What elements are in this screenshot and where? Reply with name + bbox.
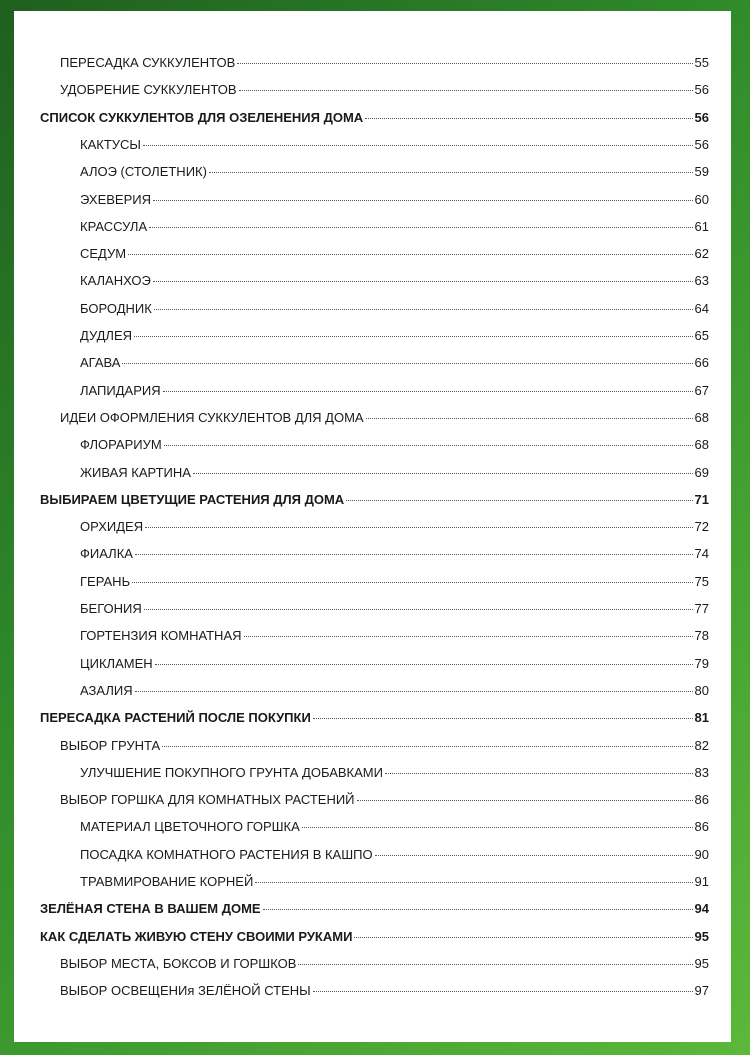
toc-entry[interactable]: [14, 519, 731, 539]
toc-entry[interactable]: [14, 983, 731, 1003]
toc-entry[interactable]: [14, 601, 731, 621]
toc-entry-title: ВЫБОР ОСВЕЩЕНИя ЗЕЛЁНОЙ СТЕНЫ: [60, 983, 311, 999]
toc-entry[interactable]: [14, 328, 731, 348]
dot-leader: [132, 581, 692, 583]
dot-leader: [354, 936, 692, 938]
toc-entry-page-number: 97: [694, 983, 709, 999]
toc-entry-title: ФЛОРАРИУМ: [80, 437, 162, 453]
toc-entry-page-number: 56: [694, 136, 709, 152]
toc-entry-page-number: 83: [694, 764, 709, 780]
toc-entry-title: ДУДЛЕЯ: [80, 328, 133, 343]
toc-entry-page-number: 71: [694, 491, 709, 507]
toc-entry-page-number: 91: [694, 874, 709, 889]
toc-entry-title: КАЛАНХОЭ: [80, 273, 151, 289]
toc-entry-page-number: 94: [694, 901, 709, 917]
toc-entry-page-number: 82: [694, 737, 709, 753]
toc-entry[interactable]: [14, 82, 731, 102]
dot-leader: [145, 526, 692, 528]
toc-entry-title: ПОСАДКА КОМНАТНОГО РАСТЕНИЯ В КАШПО: [80, 846, 373, 862]
toc-entry-title: ЭХЕВЕРИЯ: [80, 191, 151, 207]
toc-entry-page-number: 75: [694, 573, 709, 589]
toc-entry-page-number: 66: [694, 355, 709, 371]
toc-entry-title: УДОБРЕНИЕ СУККУЛЕНТОВ: [60, 82, 237, 98]
toc-entry-page-number: 62: [694, 246, 709, 262]
toc-entry-title: ЦИКЛАМЕН: [80, 655, 153, 671]
toc-entry-title: ВЫБОР ГРУНТА: [60, 737, 161, 753]
toc-entry-title: ОРХИДЕЯ: [80, 519, 144, 535]
toc-entry[interactable]: [14, 929, 731, 949]
toc-entry[interactable]: [14, 710, 731, 730]
dot-leader: [298, 963, 692, 965]
toc-entry[interactable]: [14, 164, 731, 184]
toc-entry-title: КАК СДЕЛАТЬ ЖИВУЮ СТЕНУ СВОИМИ РУКАМИ: [40, 928, 353, 944]
toc-entry[interactable]: [14, 465, 731, 485]
toc-entry-title: УЛУЧШЕНИЕ ПОКУПНОГО ГРУНТА ДОБАВКАМИ: [80, 764, 383, 780]
dot-leader: [153, 199, 693, 201]
dot-leader: [135, 553, 693, 555]
dot-leader: [135, 690, 693, 692]
dot-leader: [346, 499, 692, 501]
toc-entry-page-number: 78: [694, 628, 709, 644]
toc-entry[interactable]: [14, 301, 731, 321]
dot-leader: [375, 854, 693, 856]
toc-entry-title: СЕДУМ: [80, 246, 127, 262]
toc-entry-page-number: 64: [694, 300, 709, 316]
toc-entry[interactable]: [14, 765, 731, 785]
toc-entry[interactable]: [14, 55, 731, 75]
toc-entry-page-number: 77: [694, 601, 709, 616]
document-page: [14, 11, 731, 1042]
toc-entry[interactable]: [14, 273, 731, 293]
toc-entry-page-number: 68: [694, 437, 709, 453]
toc-entry-title: ПЕРЕСАДКА СУККУЛЕНТОВ: [60, 55, 236, 70]
toc-entry-page-number: 81: [694, 710, 709, 726]
toc-entry-title: АЗАЛИЯ: [80, 682, 133, 698]
toc-entry[interactable]: [14, 492, 731, 512]
dot-leader: [155, 663, 693, 665]
toc-entry[interactable]: [14, 355, 731, 375]
dot-leader: [134, 335, 693, 337]
dot-leader: [237, 62, 692, 64]
toc-entry-title: ГОРТЕНЗИЯ КОМНАТНАЯ: [80, 628, 242, 644]
dot-leader: [239, 89, 693, 91]
toc-entry-page-number: 65: [694, 328, 709, 343]
toc-entry-title: АЛОЭ (СТОЛЕТНИК): [80, 164, 207, 180]
toc-entry-page-number: 80: [694, 682, 709, 698]
toc-entry-title: КРАССУЛА: [80, 218, 148, 234]
toc-entry-title: ИДЕИ ОФОРМЛЕНИЯ СУККУЛЕНТОВ ДЛЯ ДОМА: [60, 409, 364, 425]
toc-entry-title: БЕГОНИЯ: [80, 601, 142, 616]
toc-entry-page-number: 63: [694, 273, 709, 289]
dot-leader: [365, 117, 692, 119]
toc-entry-page-number: 55: [694, 55, 709, 70]
toc-entry-title: ВЫБИРАЕМ ЦВЕТУЩИЕ РАСТЕНИЯ ДЛЯ ДОМА: [40, 491, 345, 507]
toc-entry[interactable]: [14, 628, 731, 648]
toc-entry-title: МАТЕРИАЛ ЦВЕТОЧНОГО ГОРШКА: [80, 819, 300, 835]
dot-leader: [143, 144, 693, 146]
toc-entry[interactable]: [14, 901, 731, 921]
toc-entry-page-number: 74: [694, 546, 709, 562]
dot-leader: [366, 417, 693, 419]
toc-entry[interactable]: [14, 874, 731, 894]
toc-entry-page-number: 68: [694, 409, 709, 425]
toc-entry[interactable]: [14, 410, 731, 430]
dot-leader: [153, 280, 693, 282]
toc-entry-title: ЖИВАЯ КАРТИНА: [80, 464, 191, 480]
toc-entry-title: ЛАПИДАРИЯ: [80, 382, 161, 398]
toc-entry-title: СПИСОК СУККУЛЕНТОВ ДЛЯ ОЗЕЛЕНЕНИЯ ДОМА: [40, 109, 364, 125]
dot-leader: [154, 308, 693, 310]
toc-entry[interactable]: [14, 246, 731, 266]
dot-leader: [128, 253, 692, 255]
toc-entry[interactable]: [14, 219, 731, 239]
toc-entry-page-number: 67: [694, 382, 709, 398]
toc-entry[interactable]: [14, 383, 731, 403]
toc-entry-page-number: 56: [694, 82, 709, 98]
dot-leader: [244, 635, 693, 637]
toc-entry[interactable]: [14, 137, 731, 157]
dot-leader: [122, 362, 692, 364]
toc-entry-title: АГАВА: [80, 355, 121, 371]
toc-entry[interactable]: [14, 683, 731, 703]
toc-entry[interactable]: [14, 956, 731, 976]
toc-entry-title: ПЕРЕСАДКА РАСТЕНИЙ ПОСЛЕ ПОКУПКИ: [40, 710, 311, 726]
dot-leader: [149, 226, 692, 228]
toc-entry-page-number: 59: [694, 164, 709, 180]
toc-entry-page-number: 60: [694, 191, 709, 207]
toc-entry-page-number: 86: [694, 819, 709, 835]
toc-entry[interactable]: [14, 546, 731, 566]
toc-entry[interactable]: [14, 738, 731, 758]
toc-entry-page-number: 79: [694, 655, 709, 671]
toc-entry[interactable]: [14, 110, 731, 130]
toc-entry-page-number: 69: [694, 464, 709, 480]
toc-entry-page-number: 61: [694, 218, 709, 234]
toc-entry-title: БОРОДНИК: [80, 300, 152, 316]
toc-entry-page-number: 90: [694, 846, 709, 862]
dot-leader: [163, 390, 693, 392]
toc-entry[interactable]: [14, 192, 731, 212]
toc-entry-page-number: 95: [694, 955, 709, 971]
toc-entry-title: ФИАЛКА: [80, 546, 133, 562]
dot-leader: [385, 772, 693, 774]
dot-leader: [193, 472, 693, 474]
toc-entry[interactable]: [14, 437, 731, 457]
toc-entry-page-number: 86: [694, 792, 709, 808]
toc-entry-title: ВЫБОР МЕСТА, БОКСОВ И ГОРШКОВ: [60, 955, 297, 971]
toc-entry-title: ТРАВМИРОВАНИЕ КОРНЕЙ: [80, 874, 254, 889]
toc-entry[interactable]: [14, 656, 731, 676]
dot-leader: [357, 799, 693, 801]
toc-entry-page-number: 95: [694, 928, 709, 944]
toc-entry[interactable]: [14, 819, 731, 839]
dot-leader: [302, 826, 693, 828]
dot-leader: [255, 881, 692, 883]
dot-leader: [209, 171, 693, 173]
dot-leader: [162, 745, 692, 747]
dot-leader: [263, 908, 693, 910]
toc-entry-page-number: 56: [694, 109, 709, 125]
dot-leader: [144, 608, 693, 610]
toc-entry[interactable]: [14, 847, 731, 867]
toc-entry-title: КАКТУСЫ: [80, 136, 141, 152]
toc-entry-title: ЗЕЛЁНАЯ СТЕНА В ВАШЕМ ДОМЕ: [40, 901, 261, 917]
toc-entry[interactable]: [14, 792, 731, 812]
dot-leader: [313, 717, 693, 719]
toc-entry-title: ГЕРАНЬ: [80, 573, 131, 589]
toc-entry-page-number: 72: [694, 519, 709, 535]
toc-entry-title: ВЫБОР ГОРШКА ДЛЯ КОМНАТНЫХ РАСТЕНИЙ: [60, 792, 355, 808]
dot-leader: [313, 990, 693, 992]
dot-leader: [164, 444, 693, 446]
toc-entry[interactable]: [14, 574, 731, 594]
